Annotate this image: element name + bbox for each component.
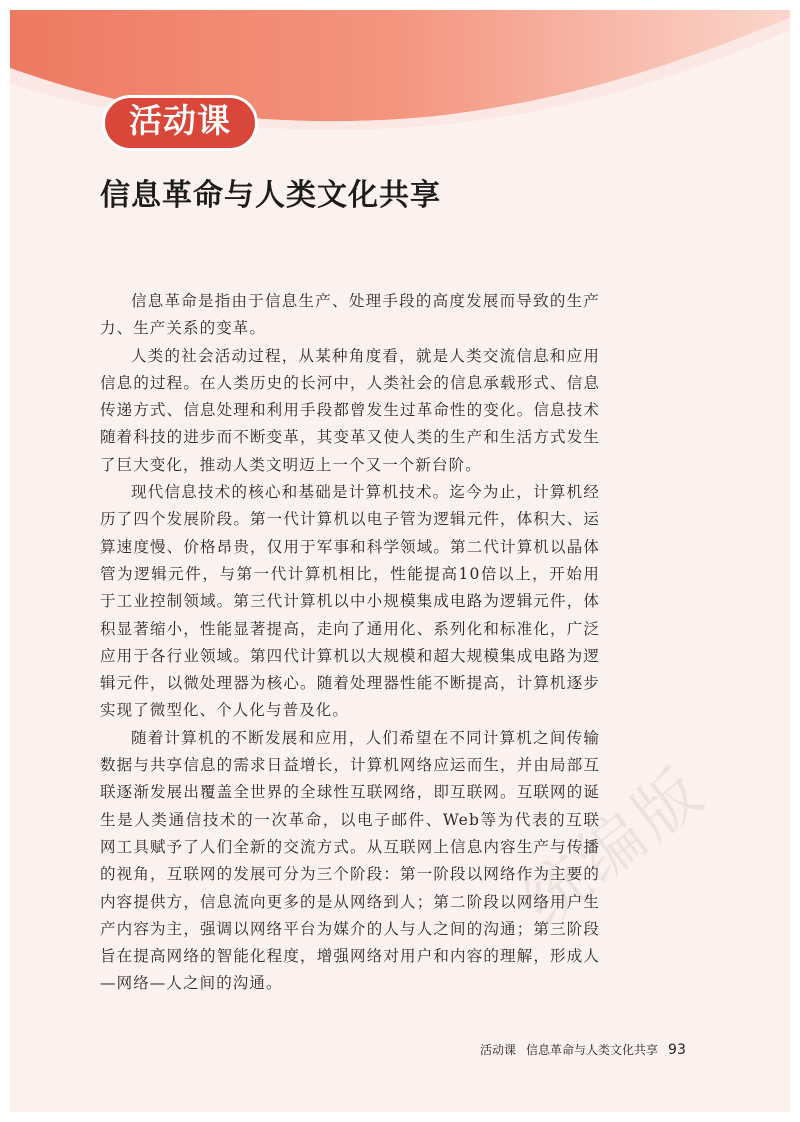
page-number: 93 [668,1042,686,1058]
body-text [100,288,600,998]
badge-label: 活动课 [129,101,231,140]
page-footer [480,1041,686,1058]
activity-badge [102,92,258,154]
paragraph: 人类的社会活动过程，从某种角度看，就是人类交流信息和应用信息的过程。在人类历史的长河中，人类社会的信息承载形式、信息传递方式、信息处理和利用手段都曾发生过革命性的变化。信息技术随着科技的进步而不断变革，其变革又使人类的生产和生活方式发生了巨大变化，推动人类文明迈上一个又一个新台阶。 [100,346,600,474]
paragraph: 随着计算机的不断发展和应用，人们希望在不同计算机之间传输数据与共享信息的需求日益增长，计算机网络应运而生，并由局部互联逐渐发展出覆盖全世界的全球性互联网络，即互联网。互联网的诞生是人类通信技术的一次革命，以电子邮件、Web等为代表的互联网工具赋予了人们全新的交流方式。从互联网上信息内容生产与传播的视角，互联网的发展可分为三个阶段：第一阶段以网络作为主要的内容提供方，信息流向更多的是从网络到人；第二阶段以网络用户生产内容为主，强调以网络平台为媒介的人与人之间的沟通；第三阶段旨在提高网络的智能化程度，增强网络对用户和内容的理解，形成人—网络—人之间的沟通。 [100,728,600,993]
watermark: 统编版 [509,752,721,941]
footer-title: 信息革命与人类文化共享 [526,1043,659,1057]
page [10,10,790,1112]
page-title: 信息革命与人类文化共享 [100,178,441,213]
paragraph: 信息革命是指由于信息生产、处理手段的高度发展而导致的生产力、生产关系的变革。 [100,292,600,338]
paragraph: 现代信息技术的核心和基础是计算机技术。迄今为止，计算机经历了四个发展阶段。第一代计算机以电子管为逻辑元件，体积大、运算速度慢、价格昂贵，仅用于军事和科学领域。第二代计算机以晶体管为逻辑元件，与第一代计算机相比，性能提高10倍以上，开始用于工业控制领域。第三代计算机以中小规模集成电路为逻辑元件，体积显著缩小，性能显著提高，走向了通用化、系列化和标准化，广泛应用于各行业领域。第四代计算机以大规模和超大规模集成电路为逻辑元件，以微处理器为核心。随着处理器性能不断提高，计算机逐步实现了微型化、个人化与普及化。 [100,483,600,720]
footer-section: 活动课 [480,1043,517,1057]
